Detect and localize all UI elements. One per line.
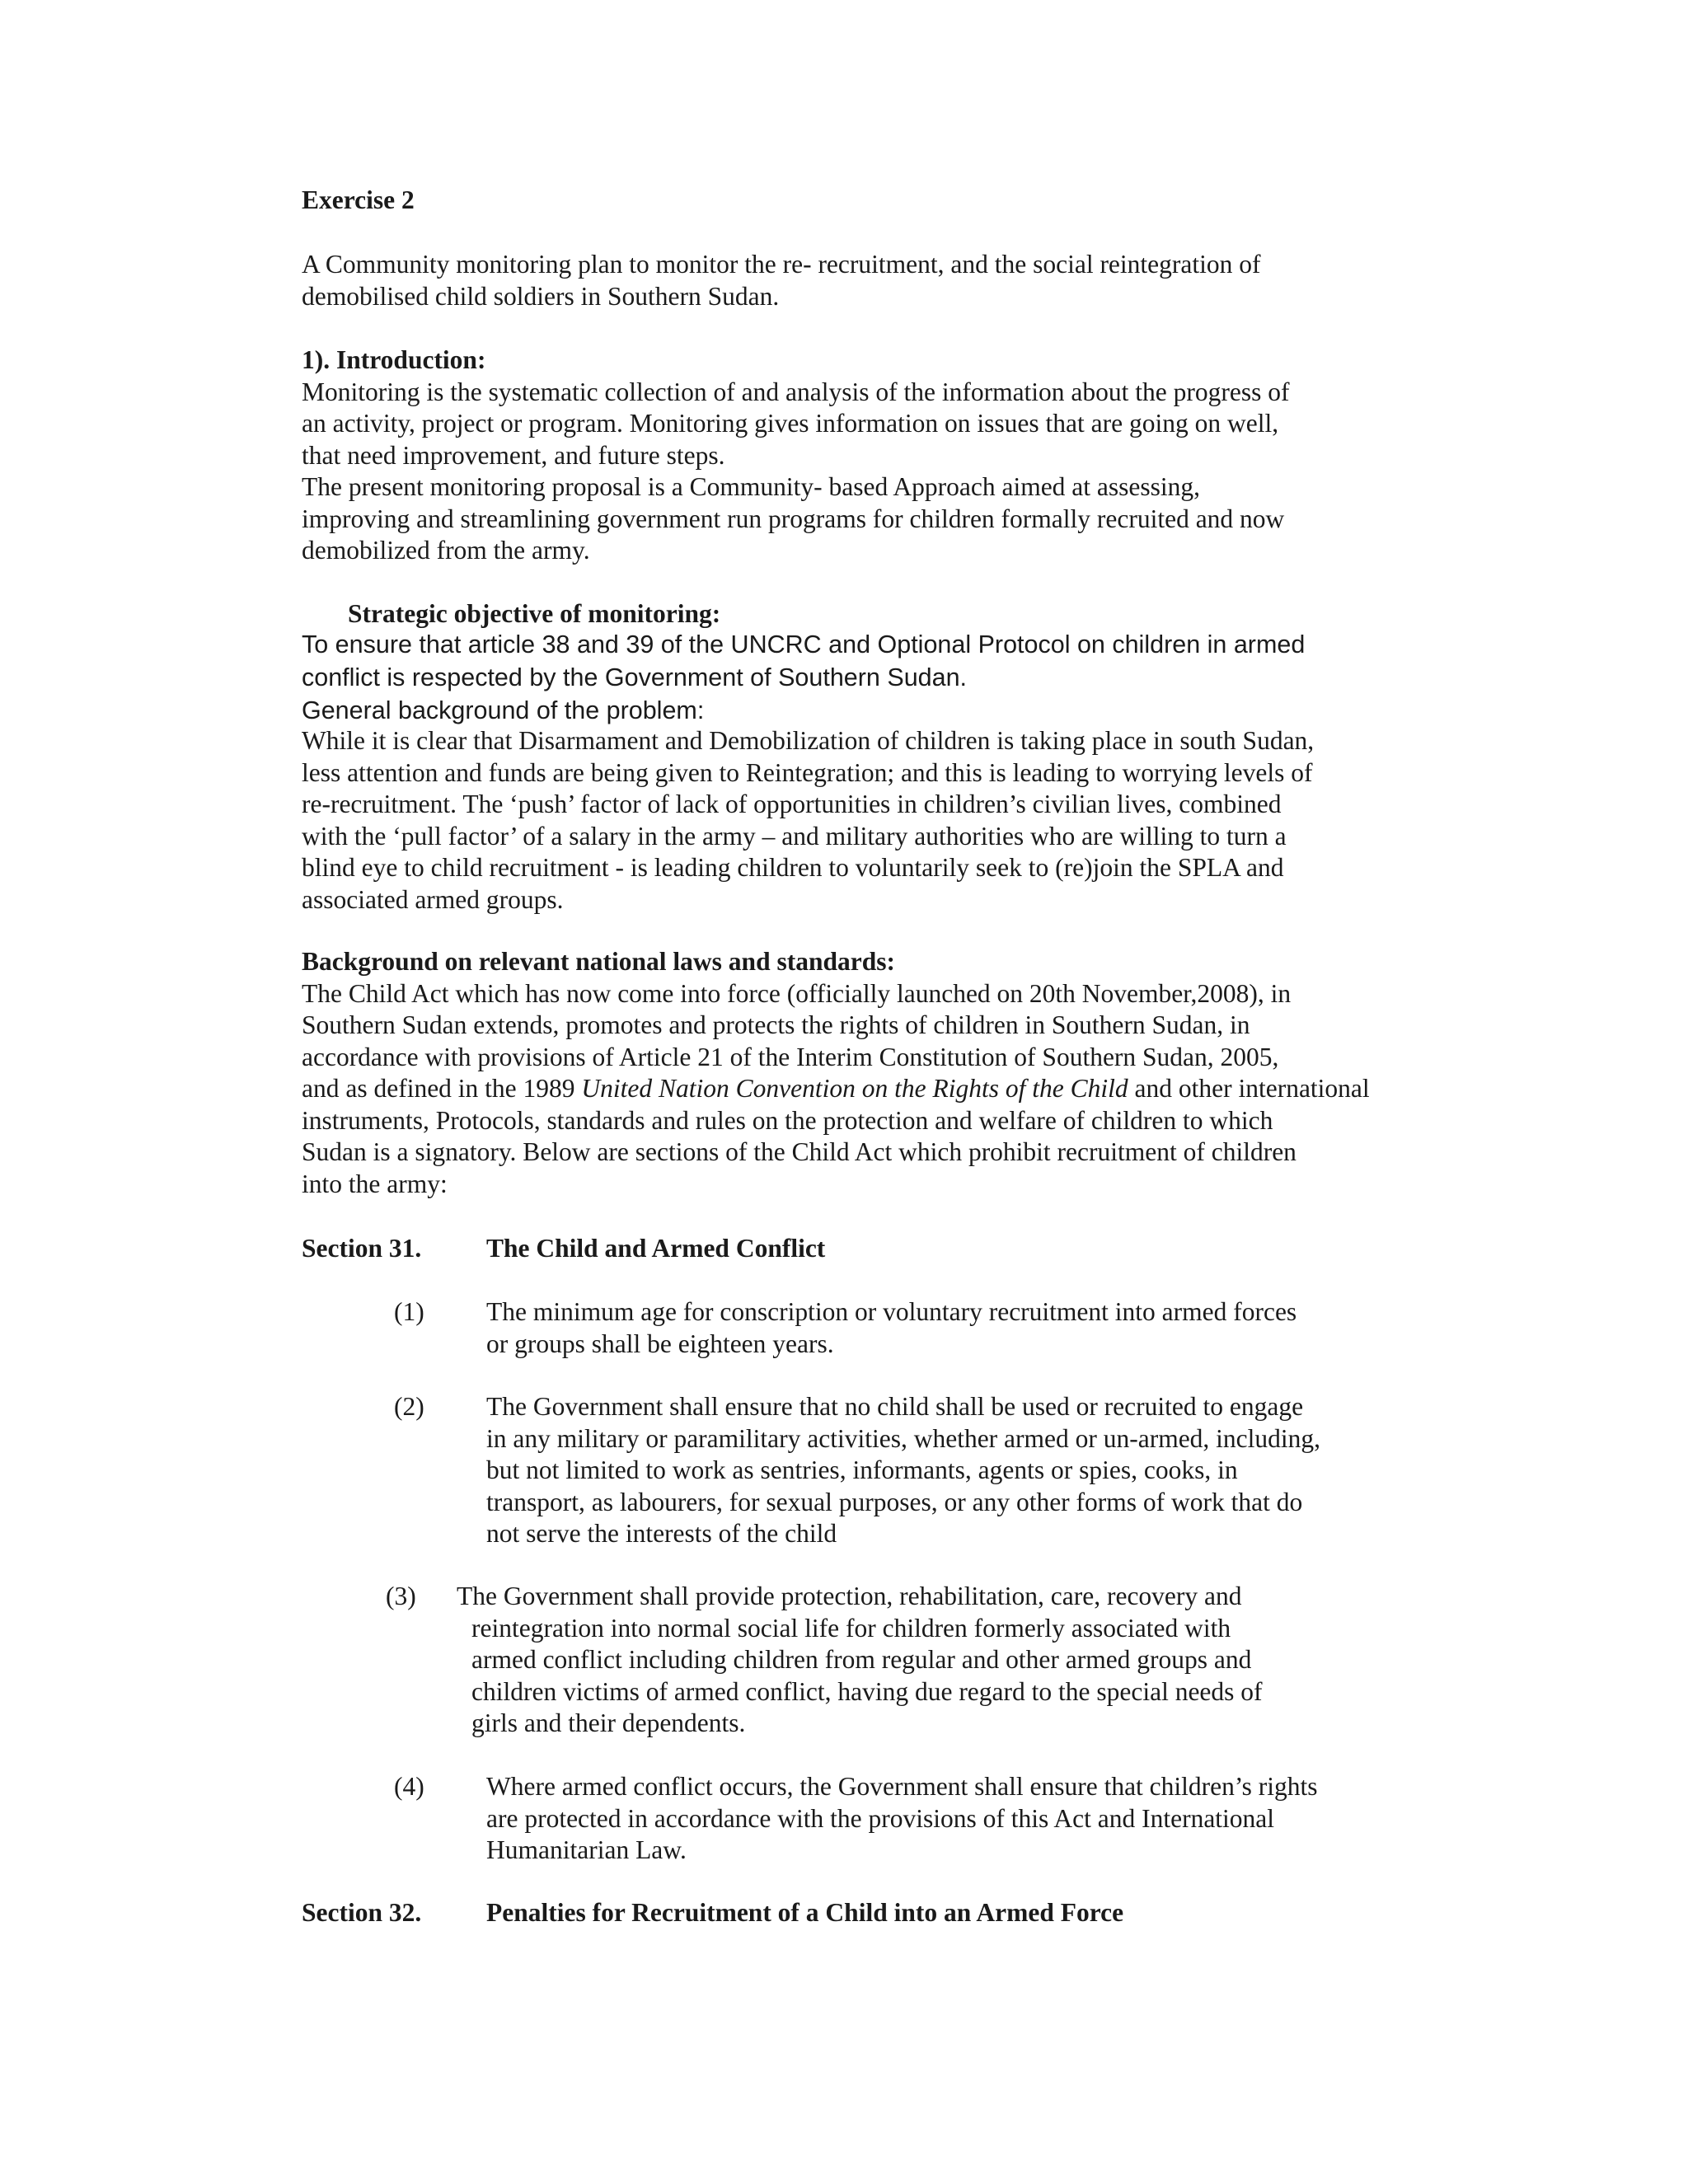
clause-number: (3) [386, 1582, 416, 1610]
paragraph-line: improving and streamlining government run programs for children formally recruited and now [302, 504, 1285, 533]
clause-number: (4) [394, 1772, 424, 1801]
strategic-objective-heading: Strategic objective of monitoring: [348, 599, 721, 628]
paragraph-line: Sudan is a signatory. Below are sections of the Child Act which prohibit recruitment of children [302, 1137, 1296, 1166]
clause-line: transport, as labourers, for sexual purposes, or any other forms of work that do [486, 1487, 1303, 1516]
paragraph-line: less attention and funds are being given to Reintegration; and this is leading to worrying levels of [302, 757, 1313, 787]
paragraph-line: The present monitoring proposal is a Community- based Approach aimed at assessing, [302, 472, 1201, 501]
clause-number: (1) [394, 1297, 424, 1326]
paragraph-line: blind eye to child recruitment - is leading children to voluntarily seek to (re)join the SPLA and [302, 853, 1284, 882]
section-32-number: Section 32. [302, 1898, 422, 1927]
background-laws-heading: Background on relevant national laws and standards: [302, 947, 895, 976]
clause-line: The Government shall ensure that no child shall be used or recruited to engage [486, 1392, 1304, 1421]
subtitle-line: demobilised child soldiers in Southern Sudan. [302, 281, 780, 311]
background-laws-section [302, 946, 1373, 1200]
clause-number: (2) [394, 1392, 424, 1421]
paragraph-line: an activity, project or program. Monitoring gives information on issues that are going on well, [302, 409, 1279, 438]
introduction-section [302, 344, 1373, 567]
clause-text [471, 1613, 1362, 1740]
paragraph-line: While it is clear that Disarmament and Demobilization of children is taking place in south Sudan, [302, 726, 1315, 755]
paragraph-line: accordance with provisions of Article 21 of the Interim Constitution of Southern Sudan, 2005, [302, 1042, 1279, 1071]
clause-text [486, 1771, 1376, 1867]
line-text: and other international [1128, 1074, 1370, 1103]
section-31-title: The Child and Armed Conflict [486, 1234, 826, 1263]
introduction-heading: 1). Introduction: [302, 345, 486, 374]
clause-line: Humanitarian Law. [486, 1835, 687, 1864]
paragraph-line: conflict is respected by the Government of Southern Sudan. [302, 663, 968, 691]
background-problem-text [302, 725, 1373, 916]
line-text: and as defined in the 1989 [302, 1074, 582, 1103]
subtitle-line: A Community monitoring plan to monitor the re- recruitment, and the social reintegration of [302, 250, 1261, 279]
paragraph-line: that need improvement, and future steps. [302, 440, 725, 470]
paragraph-line: To ensure that article 38 and 39 of the UNCRC and Optional Protocol on children in armed [302, 630, 1306, 658]
paragraph-line: into the army: [302, 1169, 448, 1198]
clause-line: not serve the interests of the child [486, 1519, 837, 1548]
clause-line: The minimum age for conscription or voluntary recruitment into armed forces [486, 1297, 1297, 1326]
paragraph-line: Southern Sudan extends, promotes and protects the rights of children in Southern Sudan, in [302, 1010, 1250, 1039]
clause-text [486, 1391, 1376, 1550]
background-problem-heading: General background of the problem: [302, 696, 705, 724]
convention-title: United Nation Convention on the Rights of the Child [581, 1074, 1128, 1103]
paragraph-line: with the ‘pull factor’ of a salary in the army – and military authorities who are willing to turn a [302, 821, 1287, 851]
paragraph-line: demobilized from the army. [302, 536, 590, 565]
section-31-number: Section 31. [302, 1234, 422, 1263]
clause-line: girls and their dependents. [471, 1708, 746, 1737]
section-32-title: Penalties for Recruitment of a Child into an Armed Force [486, 1898, 1124, 1927]
clause-line: children victims of armed conflict, having due regard to the special needs of [471, 1676, 1263, 1706]
paragraph-line: re-recruitment. The ‘push’ factor of lack of opportunities in children’s civilian lives, combined [302, 790, 1282, 818]
paragraph-line [302, 1073, 1373, 1105]
paragraph-line: The Child Act which has now come into force (officially launched on 20th November,2008), in [302, 978, 1292, 1008]
clause-line: reintegration into normal social life for children formerly associated with [471, 1613, 1231, 1643]
clause-line: or groups shall be eighteen years. [486, 1329, 834, 1358]
paragraph-line: Monitoring is the systematic collection of and analysis of the information about the progress of [302, 377, 1290, 406]
clause-line: armed conflict including children from regular and other armed groups and [471, 1645, 1252, 1674]
clause-line: Where armed conflict occurs, the Government shall ensure that children’s rights [486, 1772, 1318, 1801]
clause-line: are protected in accordance with the provisions of this Act and International [486, 1803, 1275, 1833]
exercise-heading: Exercise 2 [302, 185, 415, 214]
clause-first-line: The Government shall provide protection, rehabilitation, care, recovery and [457, 1582, 1242, 1610]
clause-text [486, 1296, 1376, 1360]
clause-line: but not limited to work as sentries, informants, agents or spies, cooks, in [486, 1455, 1238, 1484]
paragraph-line: associated armed groups. [302, 884, 564, 914]
clause-line: in any military or paramilitary activities, whether armed or un-armed, including, [486, 1423, 1321, 1453]
document-subtitle [302, 249, 1373, 312]
strategic-objective-text [302, 628, 1373, 727]
paragraph-line: instruments, Protocols, standards and rules on the protection and welfare of children to which [302, 1105, 1273, 1135]
